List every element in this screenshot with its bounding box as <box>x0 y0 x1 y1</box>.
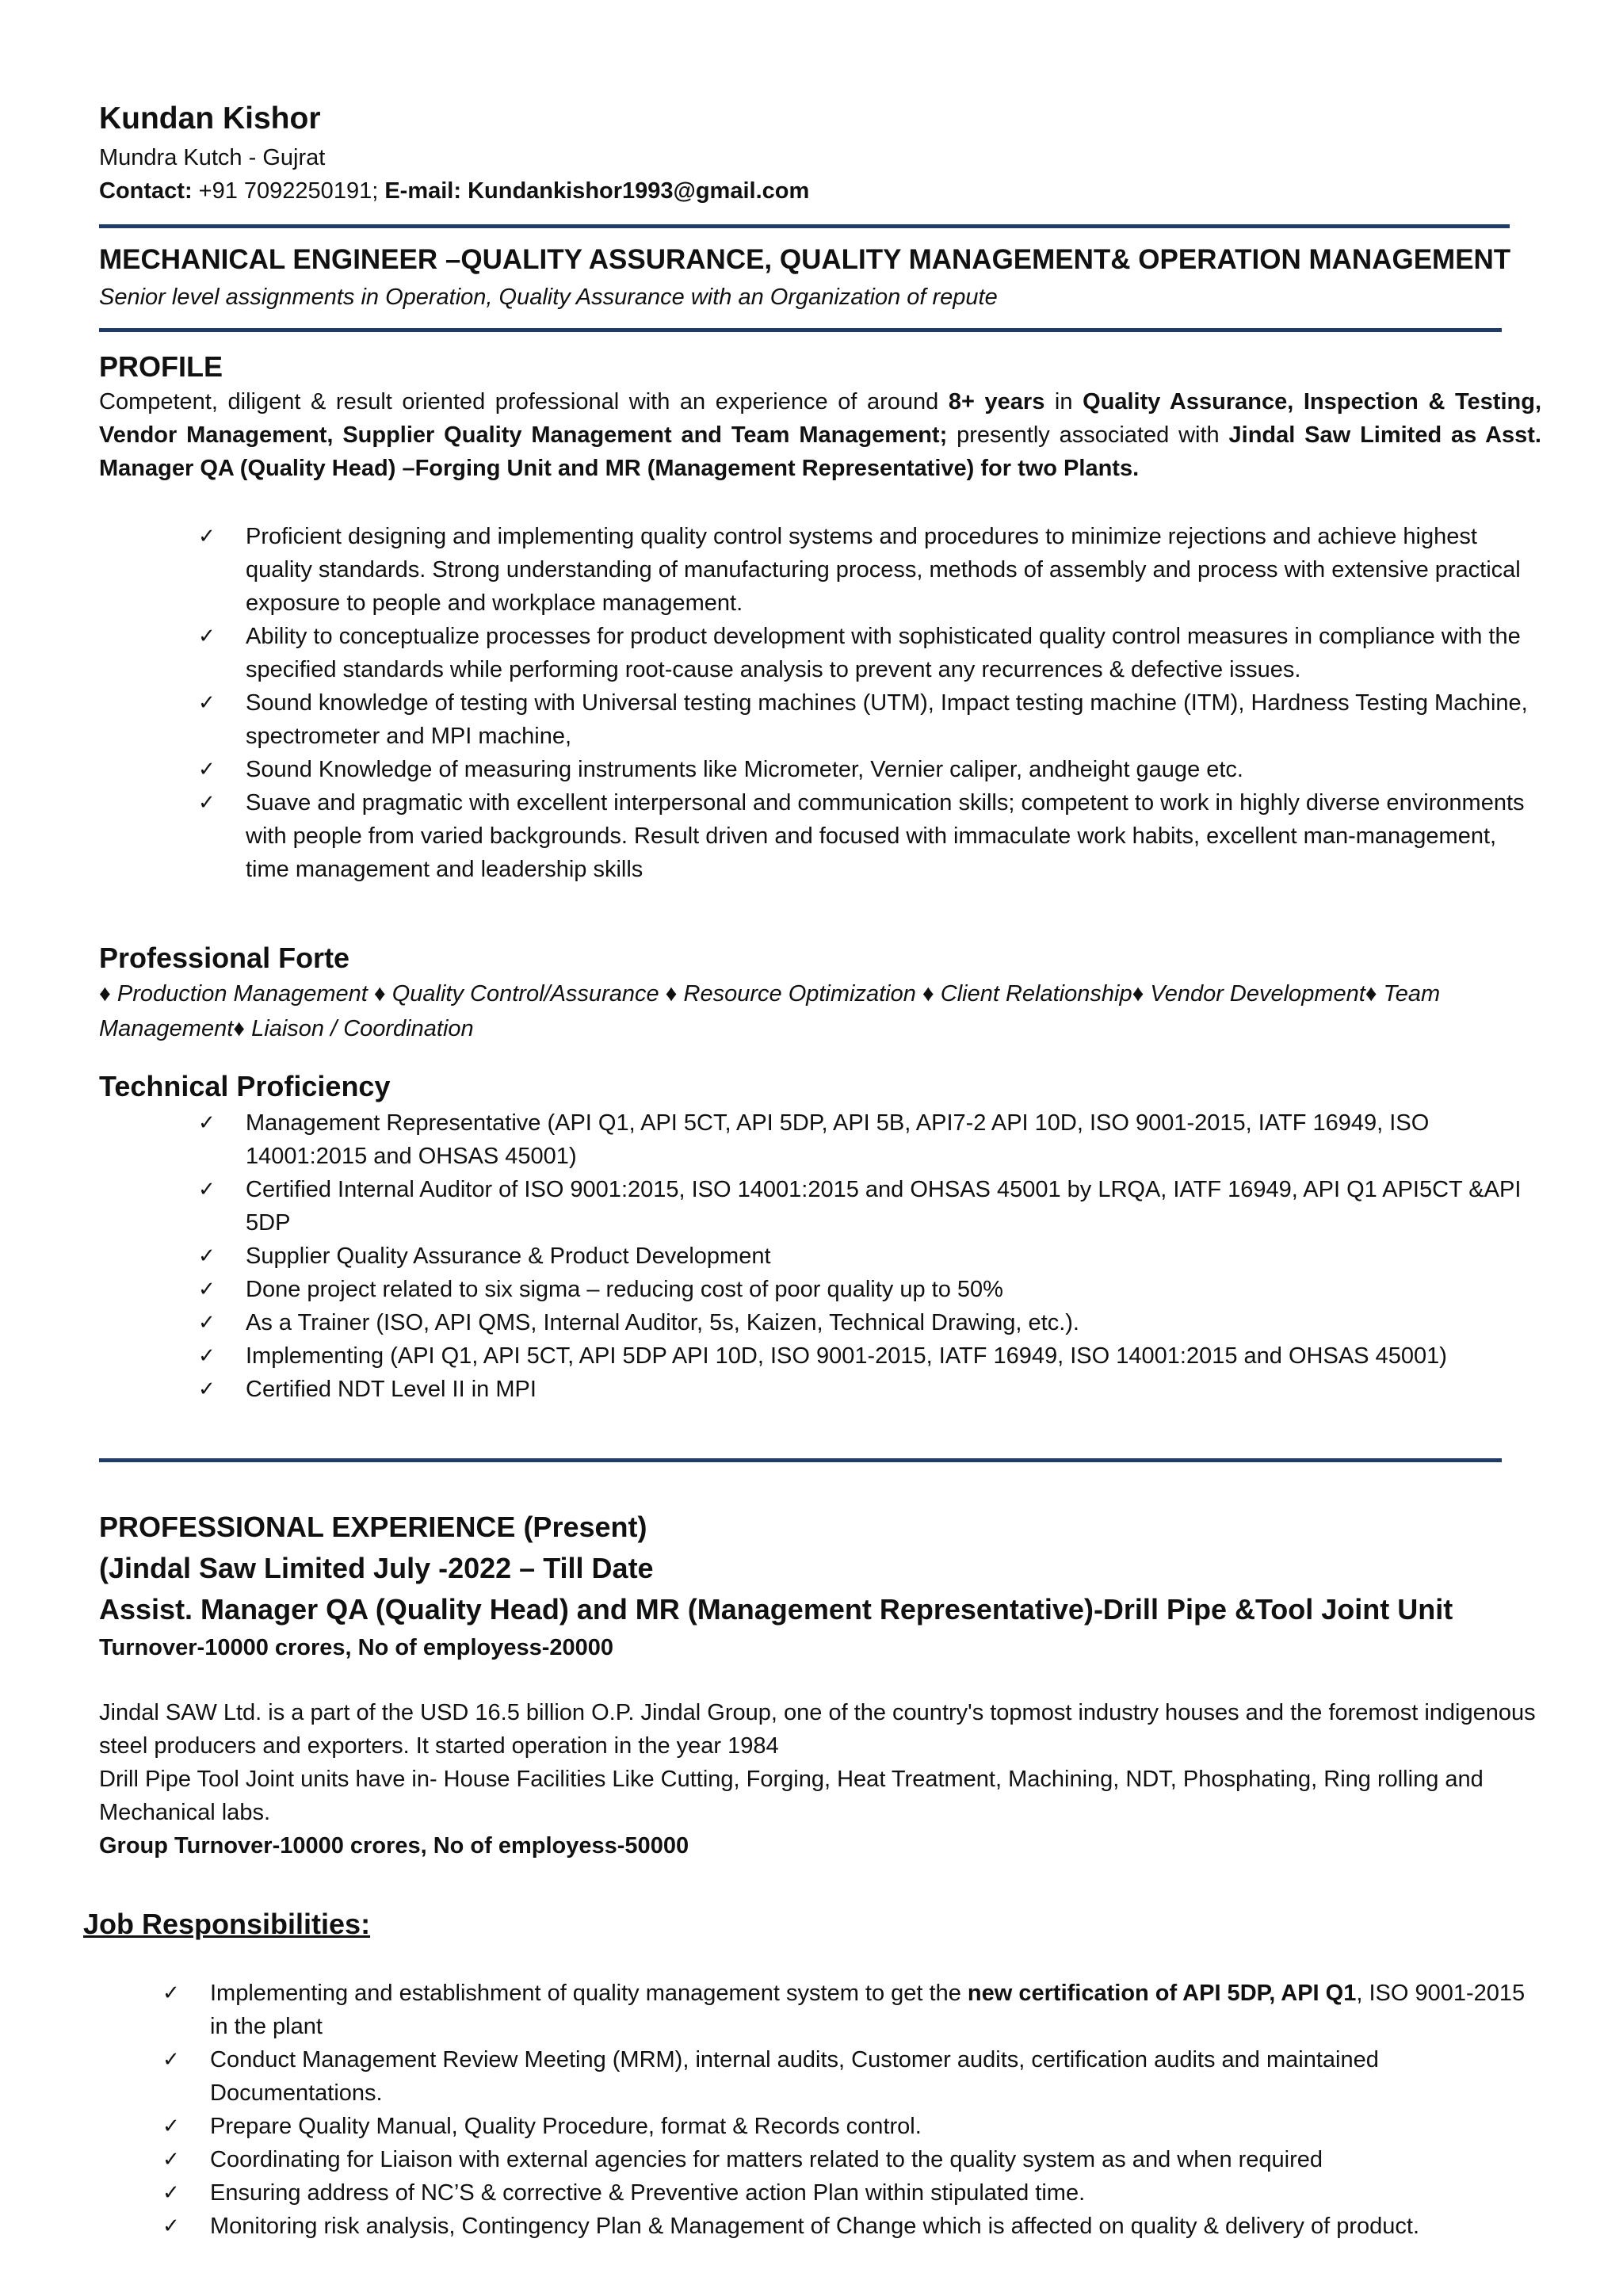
check-icon: ✓ <box>162 2181 180 2205</box>
check-icon: ✓ <box>198 691 216 715</box>
profile-years: 8+ years <box>948 389 1045 415</box>
check-icon: ✓ <box>198 1377 216 1401</box>
divider-top <box>99 224 1510 228</box>
check-icon: ✓ <box>162 2115 180 2138</box>
company-description: Jindal SAW Ltd. is a part of the USD 16.5 billion O.P. Jindal Group, one of the country's topmost industry houses and the foremost indigenous steel producers and exporters. It started operation in the year 1984 <box>99 1700 1536 1759</box>
check-icon: ✓ <box>198 1244 216 1268</box>
list-item: ✓ Implementing and establishment of quality management system to get the new certification of API 5DP, API Q1, ISO 9001-2015 in the plant <box>162 1977 1533 2043</box>
list-item: ✓ Sound knowledge of testing with Universal testing machines (UTM), Impact testing machine (ITM), Hardness Testing Machine, spectrometer and MPI machine, <box>198 686 1529 753</box>
email-address: Kundankishor1993@gmail.com <box>461 178 810 204</box>
list-item: ✓ Certified Internal Auditor of ISO 9001:2015, ISO 14001:2015 and OHSAS 45001 by LRQA, IATF 16949, API Q1 API5CT &API 5DP <box>198 1173 1545 1240</box>
list-item: ✓ Certified NDT Level II in MPI <box>198 1373 1545 1406</box>
experience-company: (Jindal Saw Limited July -2022 – Till Date <box>99 1552 654 1584</box>
profile-summary <box>99 385 1541 485</box>
check-icon: ✓ <box>198 525 216 548</box>
check-icon: ✓ <box>198 625 216 648</box>
email-label: E-mail: <box>384 178 462 204</box>
check-icon: ✓ <box>162 2214 180 2238</box>
check-icon: ✓ <box>198 1278 216 1301</box>
check-icon: ✓ <box>198 1178 216 1201</box>
list-item: ✓ Monitoring risk analysis, Contingency Plan & Management of Change which is affected on quality & delivery of product. <box>162 2210 1533 2243</box>
list-item: ✓ Done project related to six sigma – reducing cost of poor quality up to 50% <box>198 1273 1545 1306</box>
contact-line <box>99 174 809 208</box>
contact-phone: +91 7092250191; <box>192 178 385 204</box>
list-item: ✓ Ability to conceptualize processes for product development with sophisticated quality control measures in compliance with the specified standards while performing root-cause analysis to prevent any recurrences & defective issues. <box>198 620 1529 686</box>
list-item: ✓ Prepare Quality Manual, Quality Procedure, format & Records control. <box>162 2110 1533 2143</box>
technical-heading: Technical Proficiency <box>99 1070 391 1102</box>
check-icon: ✓ <box>162 1981 180 2005</box>
experience-role: Assist. Manager QA (Quality Head) and MR (Management Representative)-Drill Pipe &Tool Joint Unit <box>99 1593 1453 1626</box>
list-item: ✓ Proficient designing and implementing quality control systems and procedures to minimize rejections and achieve highest quality standards. Strong understanding of manufacturing process, methods of assembly and process with extensive practical exposure to people and workplace management. <box>198 520 1529 620</box>
profile-bullet-list <box>198 520 1529 886</box>
list-item: ✓ Ensuring address of NC’S & corrective & Preventive action Plan within stipulated time. <box>162 2176 1533 2210</box>
check-icon: ✓ <box>162 2148 180 2172</box>
group-turnover: Group Turnover-10000 crores, No of employess-50000 <box>99 1833 689 1859</box>
profile-areas: Quality Assurance, Inspection & Testing, Vendor Management, Supplier Quality Management and Team Management; <box>99 389 1541 448</box>
objective-subtitle: Senior level assignments in Operation, Quality Assurance with an Organization of repute <box>99 285 998 310</box>
unit-facilities: Drill Pipe Tool Joint units have in- House Facilities Like Cutting, Forging, Heat Treatment, Machining, NDT, Phosphating, Ring rolling and Mechanical labs. <box>99 1767 1484 1825</box>
check-icon: ✓ <box>198 1111 216 1135</box>
divider-experience <box>99 1458 1502 1462</box>
candidate-location: Mundra Kutch - Gujrat <box>99 145 326 170</box>
check-icon: ✓ <box>162 2048 180 2072</box>
list-item: ✓ Conduct Management Review Meeting (MRM), internal audits, Customer audits, certification audits and maintained Documentations. <box>162 2043 1533 2110</box>
experience-heading: PROFESSIONAL EXPERIENCE (Present) <box>99 1511 647 1543</box>
list-item: ✓ Supplier Quality Assurance & Product Development <box>198 1240 1545 1273</box>
profile-heading: PROFILE <box>99 350 223 383</box>
check-icon: ✓ <box>198 1311 216 1335</box>
forte-heading: Professional Forte <box>99 942 350 974</box>
list-item: ✓ Implementing (API Q1, API 5CT, API 5DP API 10D, ISO 9001-2015, IATF 16949, ISO 14001:2015 and OHSAS 45001) <box>198 1339 1545 1373</box>
candidate-name: Kundan Kishor <box>99 101 321 136</box>
divider-objective <box>99 328 1502 332</box>
list-item: ✓ Sound Knowledge of measuring instruments like Micrometer, Vernier caliper, andheight gauge etc. <box>198 753 1529 786</box>
experience-turnover: Turnover-10000 crores, No of employess-20000 <box>99 1635 614 1660</box>
responsibilities-bullet-list <box>162 1977 1533 2243</box>
profile-text-3: presently associated with <box>947 422 1229 448</box>
check-icon: ✓ <box>198 791 216 815</box>
list-item: ✓ Suave and pragmatic with excellent interpersonal and communication skills; competent to work in highly diverse environments with people from varied backgrounds. Result driven and focused with immaculate work habits, excellent man-management, time management and leadership skills <box>198 786 1529 886</box>
check-icon: ✓ <box>198 1344 216 1368</box>
check-icon: ✓ <box>198 758 216 781</box>
profile-text-2: in <box>1044 389 1083 415</box>
technical-bullet-list <box>198 1106 1545 1406</box>
profile-text-1: Competent, diligent & result oriented professional with an experience of around <box>99 389 949 415</box>
profile-current-role: Jindal Saw Limited as Asst. Manager QA (Quality Head) –Forging Unit and MR (Management Representative) for two Plants. <box>99 422 1541 481</box>
objective-title: MECHANICAL ENGINEER –QUALITY ASSURANCE, QUALITY MANAGEMENT& OPERATION MANAGEMENT <box>99 244 1511 275</box>
responsibilities-heading: Job Responsibilities: <box>83 1908 371 1940</box>
list-item: ✓ Coordinating for Liaison with external agencies for matters related to the quality system as and when required <box>162 2143 1533 2176</box>
contact-label: Contact: <box>99 178 193 204</box>
forte-list: ♦ Production Management ♦ Quality Control/Assurance ♦ Resource Optimization ♦ Client Relationship♦ Vendor Development♦ Team Management♦ Liaison / Coordination <box>99 981 1441 1041</box>
list-item: ✓ As a Trainer (ISO, API QMS, Internal Auditor, 5s, Kaizen, Technical Drawing, etc.). <box>198 1306 1545 1339</box>
list-item: ✓ Management Representative (API Q1, API 5CT, API 5DP, API 5B, API7-2 API 10D, ISO 9001-2015, IATF 16949, ISO 14001:2015 and OHSAS 45001) <box>198 1106 1545 1173</box>
